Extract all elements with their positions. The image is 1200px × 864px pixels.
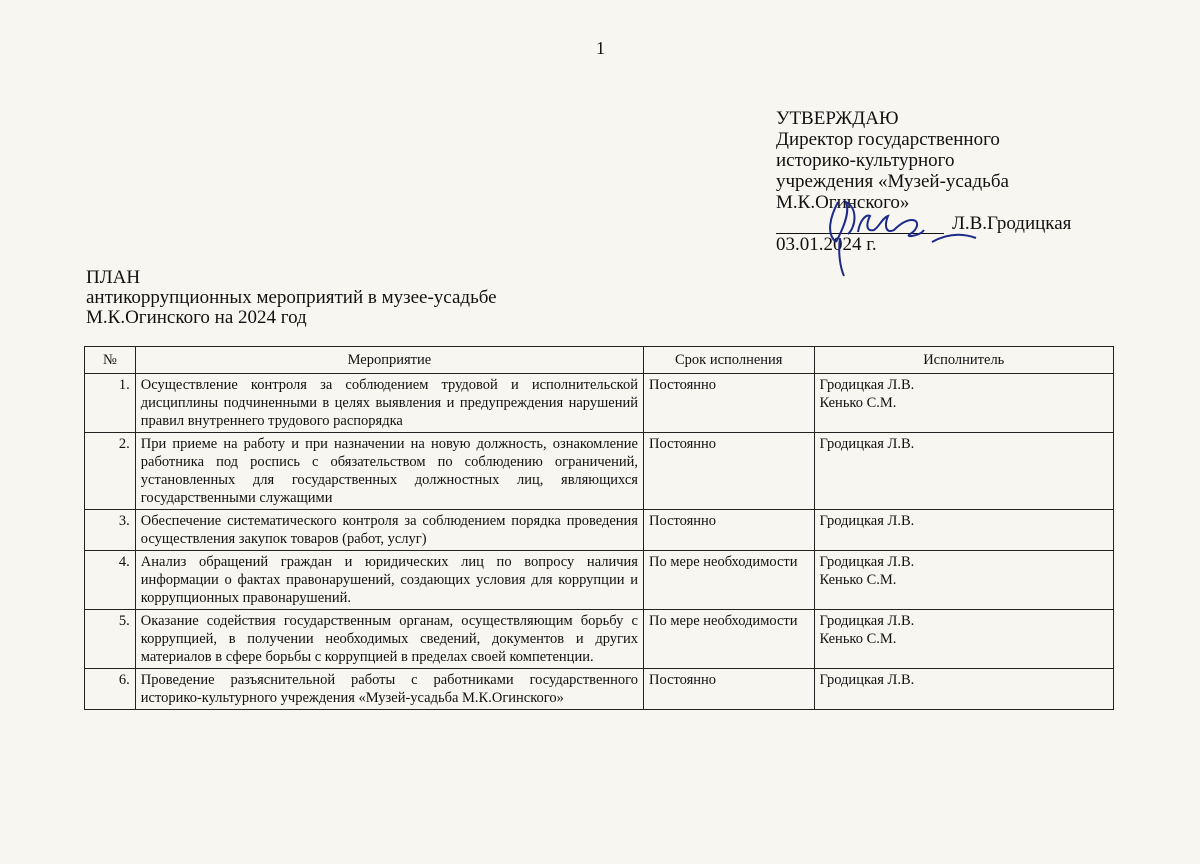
row-event: При приеме на работу и при назначении на новую должность, ознакомление работника под роспись с обязательством по соблюдению ограничений, установленных для государственных должностных лиц, являющихся государственными служащими [135, 433, 643, 510]
table-row [85, 510, 1114, 551]
plan-title: ПЛАН [86, 267, 141, 288]
row-num: 6. [85, 669, 136, 710]
row-term: По мере необходимости [643, 610, 814, 669]
row-num: 4. [85, 551, 136, 610]
row-event: Анализ обращений граждан и юридических лиц по вопросу наличия информации о фактах правонарушений, создающих условия для коррупции и коррупционных правонарушений. [135, 551, 643, 610]
approval-line: учреждения «Музей-усадьба [776, 171, 1009, 192]
approval-block [776, 108, 1106, 255]
signature-line [776, 215, 944, 234]
approval-line: Директор государственного [776, 129, 1000, 150]
executor-name: Гродицкая Л.В. [819, 613, 915, 629]
row-executor [814, 510, 1114, 551]
executor-name: Гродицкая Л.В. [819, 436, 915, 452]
approval-heading: УТВЕРЖДАЮ [776, 108, 899, 129]
executor-name: Гродицкая Л.В. [819, 554, 915, 570]
plan-subtitle: М.К.Огинского на 2024 год [86, 307, 307, 328]
row-executor [814, 551, 1114, 610]
header-executor: Исполнитель [814, 347, 1114, 374]
row-event: Обеспечение систематического контроля за соблюдением порядка проведения осуществления закупок товаров (работ, услуг) [135, 510, 643, 551]
row-event: Осуществление контроля за соблюдением трудовой и исполнительской дисциплины подчиненными в целях выявления и предупреждения нарушений правил внутреннего трудового распорядка [135, 374, 643, 433]
row-num: 3. [85, 510, 136, 551]
table-row [85, 669, 1114, 710]
page-number: 1 [596, 38, 605, 58]
row-executor [814, 669, 1114, 710]
signature-row [776, 213, 1106, 234]
header-num: № [85, 347, 136, 374]
row-term: По мере необходимости [643, 551, 814, 610]
table-row [85, 610, 1114, 669]
plan-table [84, 346, 1114, 710]
approval-line: историко-культурного [776, 150, 955, 171]
approval-line: М.К.Огинского» [776, 192, 910, 213]
plan-title-block [86, 268, 497, 328]
row-executor [814, 610, 1114, 669]
table-header-row [85, 347, 1114, 374]
signer-name: Л.В.Гродицкая [952, 213, 1072, 234]
plan-subtitle: антикоррупционных мероприятий в музее-усадьбе [86, 287, 497, 308]
row-term: Постоянно [643, 433, 814, 510]
row-term: Постоянно [643, 374, 814, 433]
header-event: Мероприятие [135, 347, 643, 374]
header-term: Срок исполнения [643, 347, 814, 374]
executor-name: Кенько С.М. [819, 631, 897, 647]
row-num: 1. [85, 374, 136, 433]
executor-name: Гродицкая Л.В. [819, 377, 915, 393]
executor-name: Кенько С.М. [819, 395, 897, 411]
row-event: Оказание содействия государственным органам, осуществляющим борьбу с коррупцией, в получении необходимых сведений, документов и других материалов в сфере борьбы с коррупцией в пределах своей компетенции. [135, 610, 643, 669]
row-event: Проведение разъяснительной работы с работниками государственного историко-культурного учреждения «Музей-усадьба М.К.Огинского» [135, 669, 643, 710]
row-executor [814, 374, 1114, 433]
row-num: 2. [85, 433, 136, 510]
executor-name: Гродицкая Л.В. [819, 513, 915, 529]
row-executor [814, 433, 1114, 510]
table-row [85, 551, 1114, 610]
row-num: 5. [85, 610, 136, 669]
row-term: Постоянно [643, 510, 814, 551]
row-term: Постоянно [643, 669, 814, 710]
table-row [85, 374, 1114, 433]
executor-name: Гродицкая Л.В. [819, 672, 915, 688]
approval-date: 03.01.2024 г. [776, 234, 877, 255]
executor-name: Кенько С.М. [819, 572, 897, 588]
table-row [85, 433, 1114, 510]
